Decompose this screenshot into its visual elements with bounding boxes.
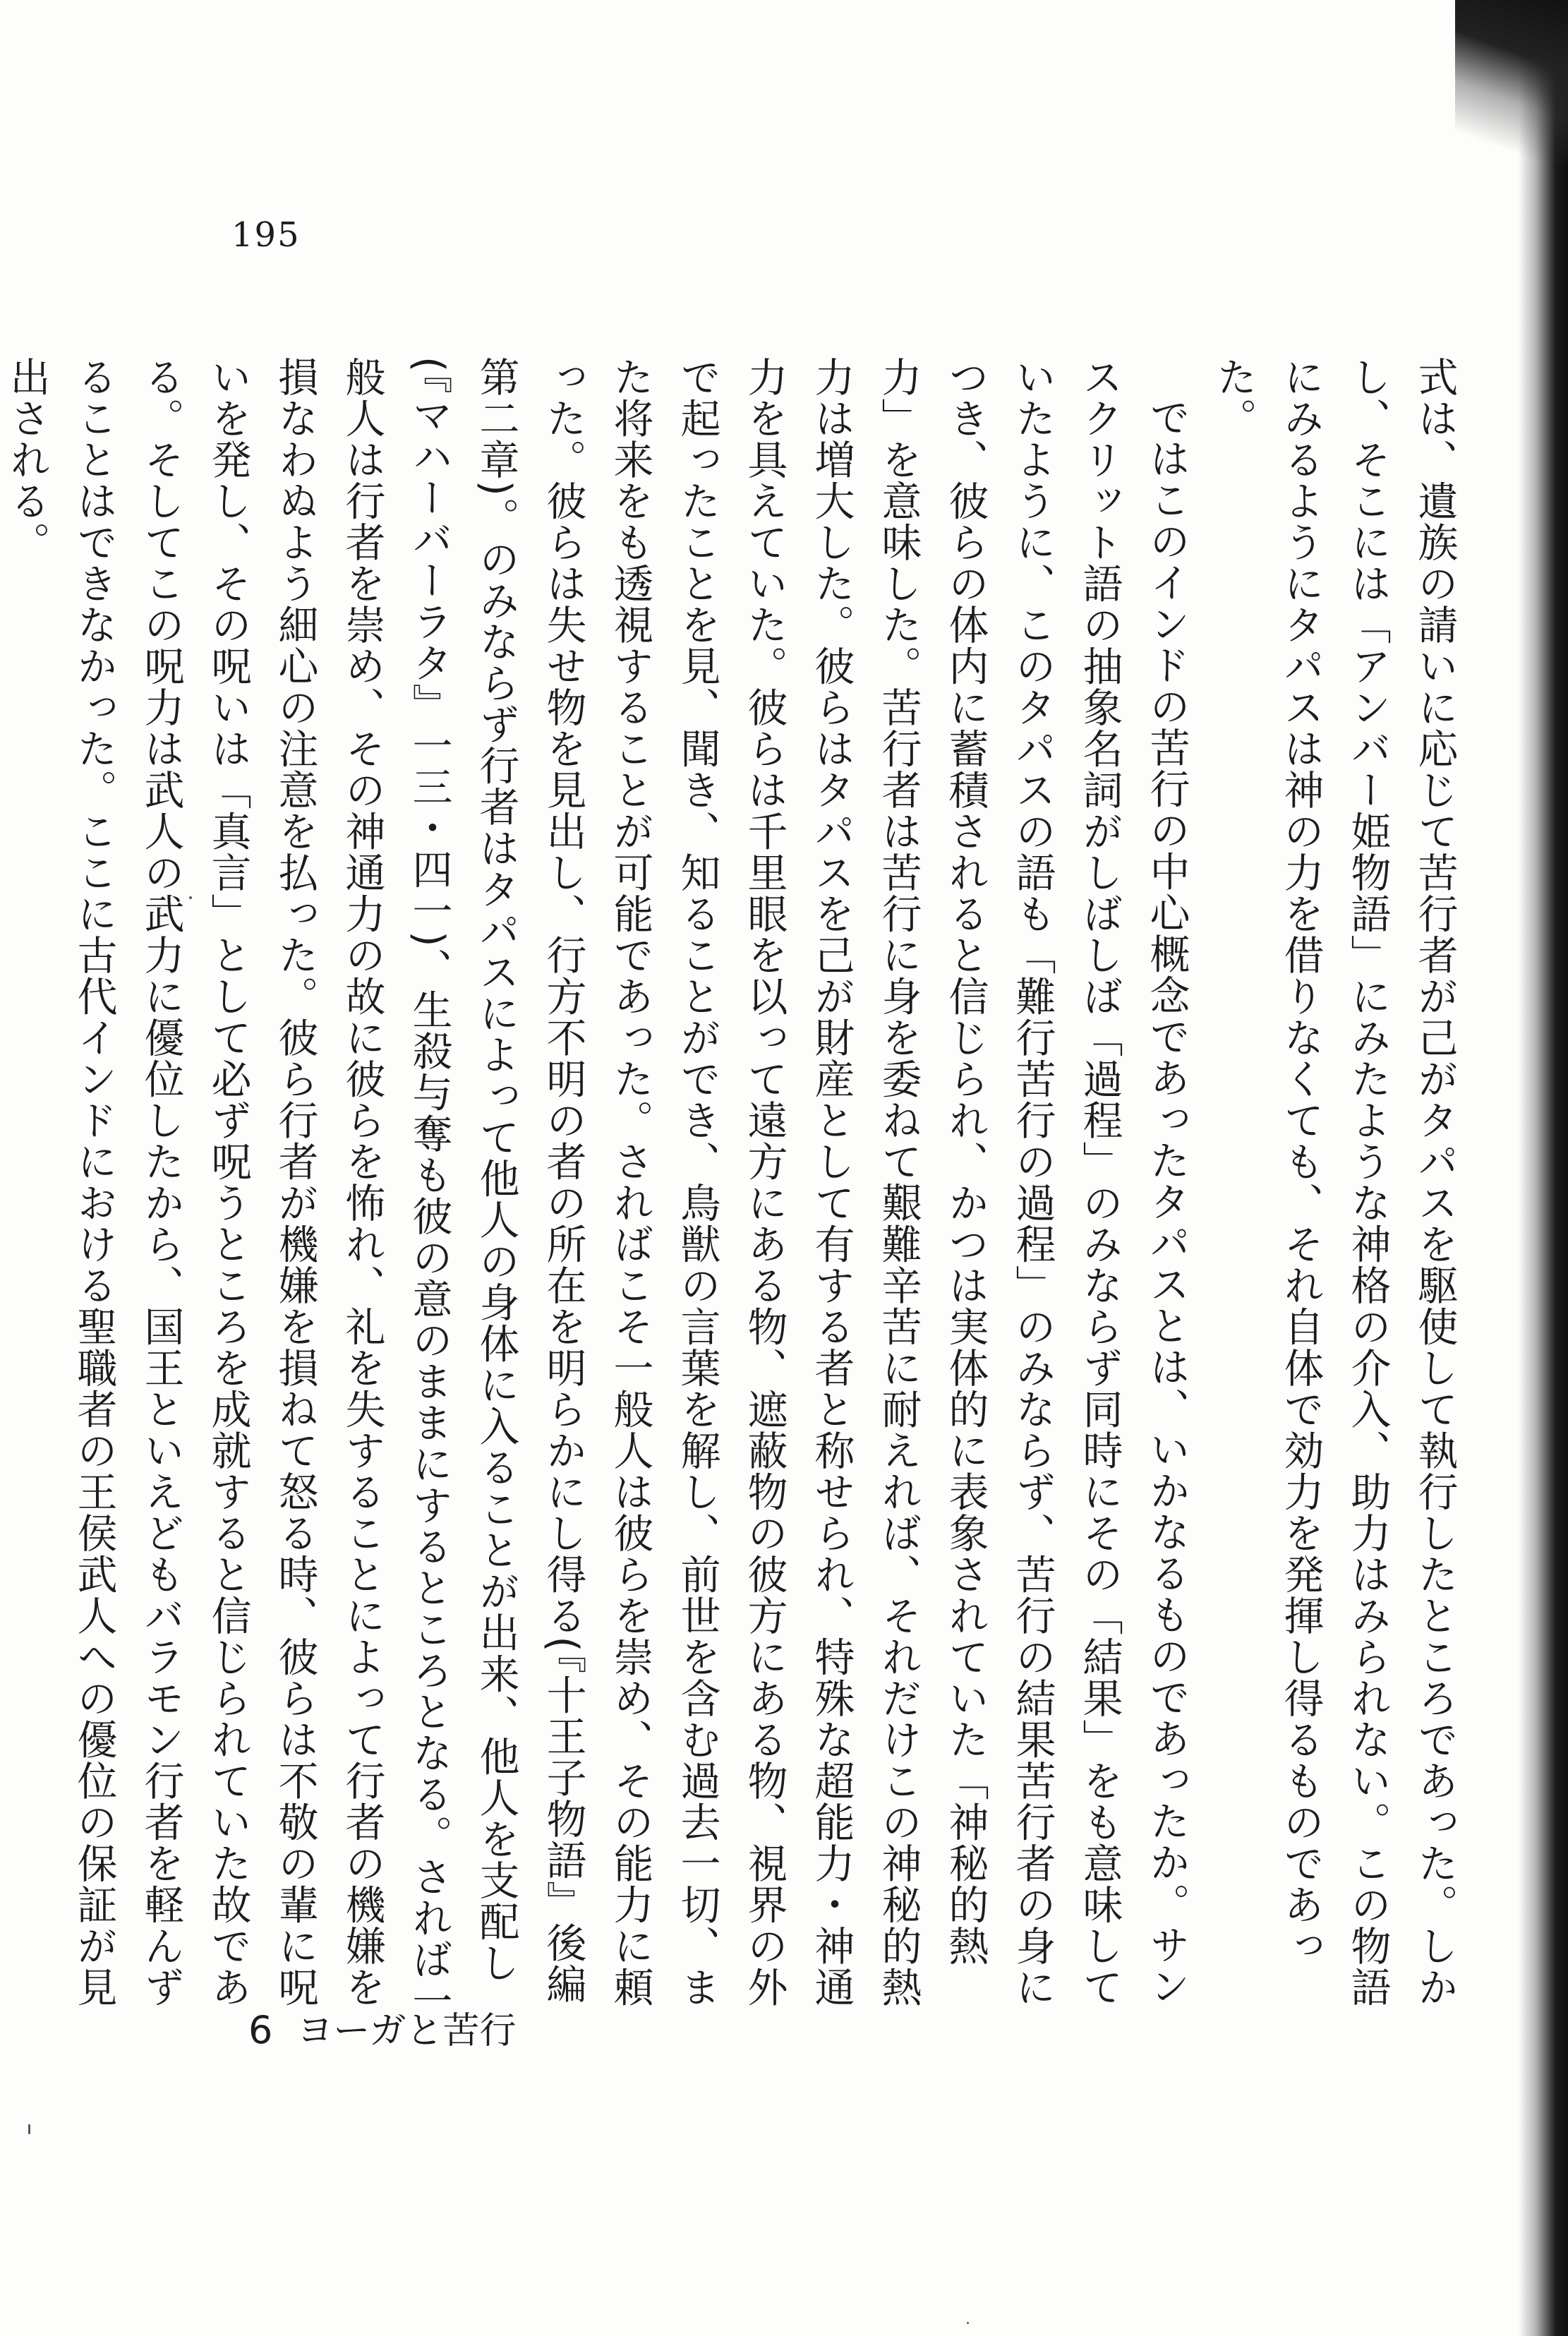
paragraph-1: 式は、遺族の請いに応じて苦行者が己がタパスを駆使して執行したところであった。しかし、そこには「アンバー姫物語」にみたような神格の介入、助力はみられない。この物語にみるようにタパスは神の力を借りなくても、それ自体で効力を発揮し得るものであった。 [1210,356,1458,2008]
paragraph-2: ではこのインドの苦行の中心概念であったタパスとは、いかなるものであったか。サンスクリット語の抽象名詞がしばしば「過程」のみならず同時にその「結果」をも意味していたように、このタパスの語も「難行苦行の過程」のみならず、苦行の結果苦行者の身につき、彼らの体内に蓄積されると信じられ、かつは実体的に表象されていた「神秘的熱力」を意味した。苦行者は苦行に身を委ねて艱難辛苦に耐えれば、それだけこの神秘的熱力は増大した。彼らはタパスを己が財産として有する者と称せられ、特殊な超能力・神通力を具えていた。彼らは千里眼を以って遠方にある物、遮蔽物の彼方にある物、視界の外で起ったことを見、聞き、知ることができ、鳥獣の言葉を解し、前世を含む過去一切、また将来をも透視することが可能であった。さればこそ一般人は彼らを崇め、その能力に頼った。彼らは失せ物を見出し、行方不明の者の所在を明らかにし得る(『十王子物語』後編第二章)。のみならず行者はタパスによって他人の身体に入ることが出来、他人を支配し(『マハーバーラタ』一三・四一)、生殺与奪も彼の意のままにするところとなる。されば一般人は行者を崇め、その神通力の故に彼らを怖れ、礼を失することによって行者の機嫌を損なわぬよう細心の注意を払った。彼ら行者が機嫌を損ねて怒る時、彼らは不敬の輩に呪いを発し、その呪いは「真言」として必ず呪うところを成就すると信じられていた故である。そしてこの呪力は武人の武力に優位したから、国王といえどもバラモン行者を軽んずることはできなかった。ここに古代インドにおける聖職者の王侯武人への優位の保証が見出される。 [4,356,1190,2021]
page-corner-shadow [1455,0,1568,162]
scan-speck [189,896,192,899]
body-text [4,356,1468,2022]
page-number: 195 [231,215,301,255]
scan-speck [28,2124,30,2134]
scan-speck [967,2322,969,2324]
chapter-number: 6 [248,2008,273,2052]
chapter-title: ヨーガと苦行 [296,2010,517,2052]
running-footer [248,2001,516,2054]
page-edge-shadow [1519,0,1568,2336]
